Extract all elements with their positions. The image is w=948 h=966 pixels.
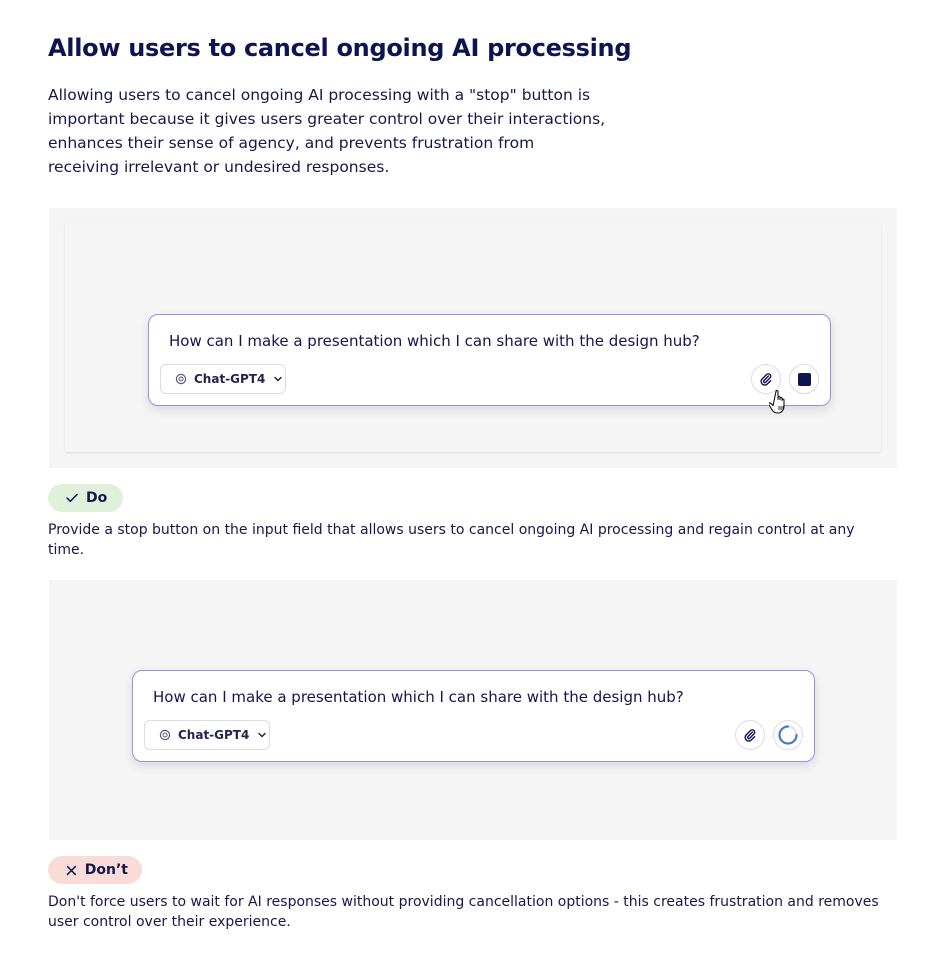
do-badge-label: Do — [86, 490, 108, 506]
chevron-down-icon — [273, 374, 283, 384]
attach-button[interactable] — [735, 720, 765, 750]
chat-input-box[interactable] — [148, 314, 831, 406]
stop-button[interactable] — [789, 364, 819, 394]
openai-icon — [175, 373, 187, 385]
do-badge — [48, 484, 123, 512]
intro-paragraph: Allowing users to cancel ongoing AI processing with a "stop" button is important because it gives users greater control over their interactions, enhances their sense of agency, and prevents frustration from receiving irrelevant or undesired responses. — [48, 86, 606, 176]
chat-input-text[interactable]: How can I make a presentation which I can share with the design hub? — [169, 332, 700, 350]
model-selector[interactable] — [160, 364, 286, 394]
model-selector-label: Chat-GPT4 — [194, 372, 266, 386]
do-example-card — [65, 224, 881, 452]
dont-badge — [48, 856, 142, 884]
paperclip-icon — [743, 728, 757, 742]
dont-caption: Don't force users to wait for AI responses without providing cancellation options - this creates frustration and removes user control over their experience. — [48, 894, 879, 930]
chevron-down-icon — [257, 730, 267, 740]
model-selector[interactable] — [144, 720, 270, 750]
close-icon — [66, 865, 77, 876]
paperclip-icon — [759, 372, 773, 386]
dont-example-panel — [49, 580, 897, 840]
openai-icon — [159, 729, 171, 741]
check-icon — [66, 493, 78, 503]
loading-indicator — [773, 720, 803, 750]
stop-icon — [798, 373, 811, 386]
model-selector-label: Chat-GPT4 — [178, 728, 250, 742]
dont-badge-label: Don’t — [84, 862, 128, 878]
chat-input-box[interactable] — [132, 670, 815, 762]
hand-cursor-icon — [769, 389, 791, 415]
chat-input-text[interactable]: How can I make a presentation which I can share with the design hub? — [153, 688, 684, 706]
do-example-panel — [49, 208, 897, 468]
page-title: Allow users to cancel ongoing AI processing — [48, 34, 632, 62]
do-caption: Provide a stop button on the input field that allows users to cancel ongoing AI processing and regain control at any time. — [48, 522, 855, 558]
loading-spinner-icon — [777, 724, 799, 746]
